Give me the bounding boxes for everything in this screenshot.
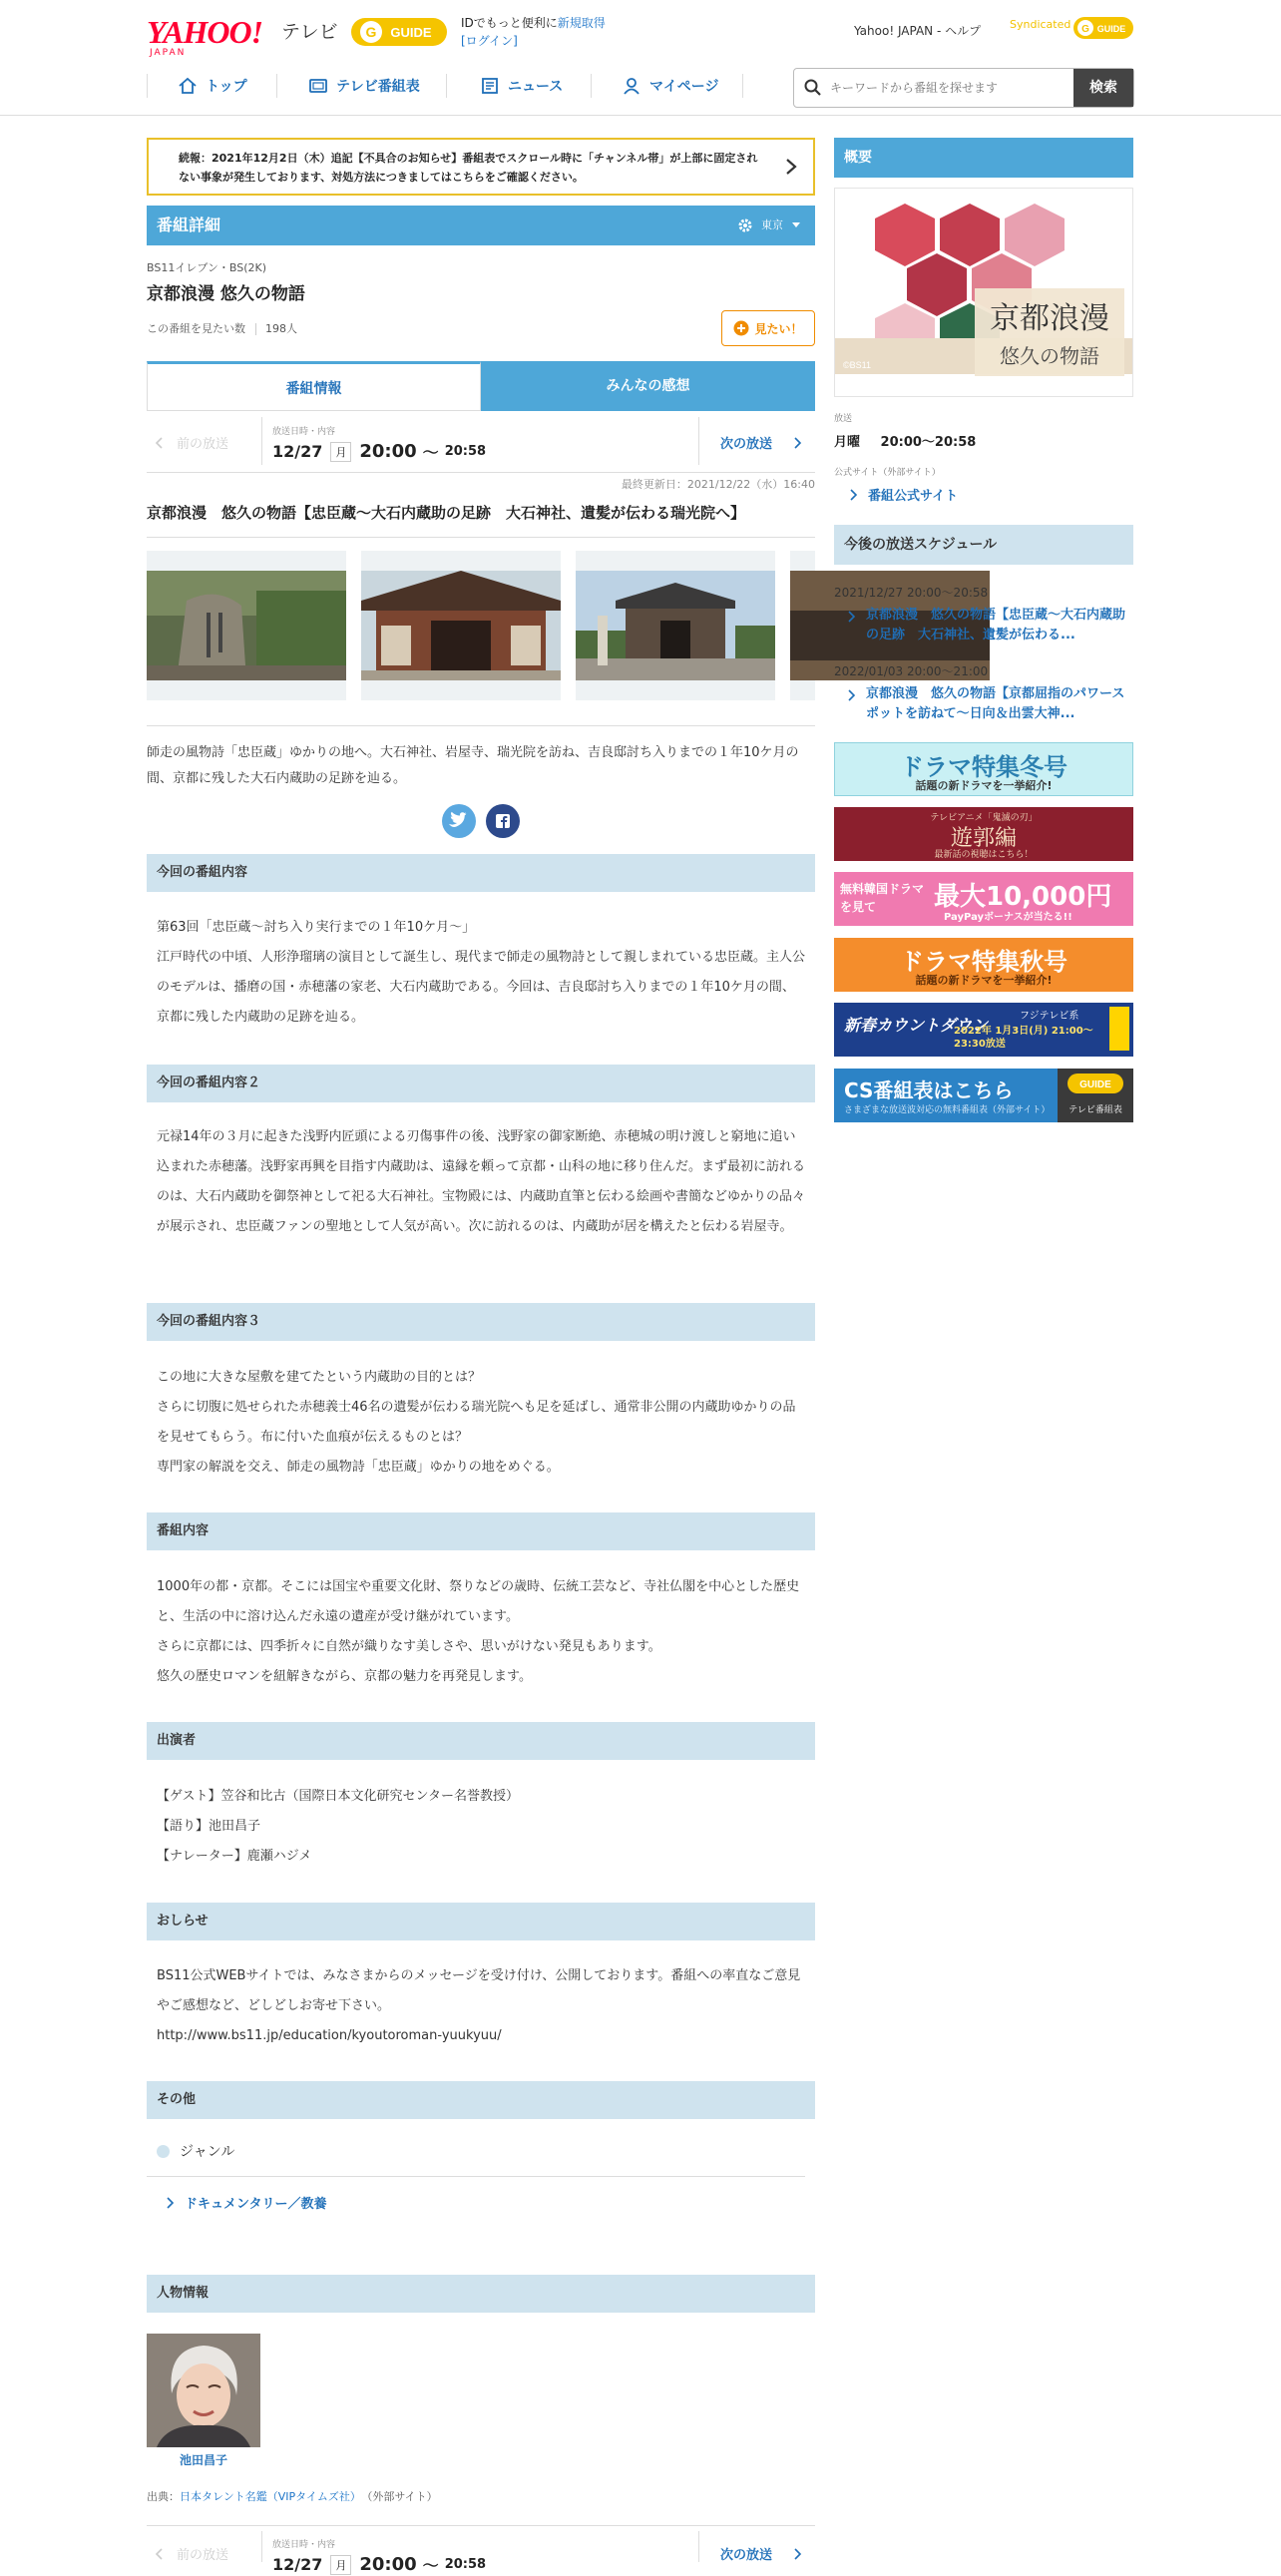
next-broadcast-label: 次の放送 [720, 437, 773, 452]
facebook-share-button[interactable] [486, 804, 520, 838]
chevron-right-icon [785, 158, 797, 176]
broadcast-divider [261, 2531, 262, 2562]
syndicated-text: Syndicated [1010, 18, 1071, 31]
broadcast-tilde: 〜 [422, 2556, 439, 2575]
broadcast-start: 20:00 [359, 441, 417, 462]
region-label: 東京 [761, 218, 783, 231]
svg-text:G: G [365, 24, 377, 40]
broadcast-label-bottom: 放送日時・内容 [272, 2540, 336, 2550]
cs-sub: さまざまな放送波対応の無料番組表（外部サイト） [844, 1105, 1051, 1115]
header-links [854, 22, 981, 39]
nav-divider [742, 74, 743, 98]
section-header: 今回の番組内容 [147, 854, 815, 892]
kimetsu-title: 遊郭編 [950, 826, 1017, 851]
fuji-date: 2022年 1月3日(月) 21:00〜23:30放送 [954, 1026, 1093, 1050]
drama-autumn-sub: 話題の新ドラマを一挙紹介! [915, 974, 1053, 987]
want-to-watch-count [147, 320, 297, 336]
gear-icon [737, 217, 753, 233]
schedule-item-link[interactable]: 京都浪漫 悠久の物語【忠臣蔵〜大石内蔵助の足跡 大石神社、遺髪が伝わる... [866, 608, 1126, 643]
want-count: 198人 [265, 322, 297, 335]
broadcast-slot [834, 431, 976, 450]
broadcast-datetime-bottom [272, 2553, 486, 2576]
chevron-right-icon [794, 437, 802, 449]
tab-impressions[interactable]: みんなの感想 [481, 361, 815, 411]
drama-autumn-title: ドラマ特集秋号 [900, 948, 1068, 976]
broadcast-end: 20:58 [444, 444, 487, 459]
broadcast-tilde: 〜 [422, 443, 439, 462]
nav-tv-listings-label: テレビ番組表 [336, 79, 420, 95]
next-broadcast-button[interactable] [720, 433, 802, 452]
chevron-left-icon [155, 2548, 163, 2560]
tv-icon [308, 76, 328, 96]
drama-autumn-banner[interactable] [834, 938, 1133, 992]
cs-tag: テレビ番組表 [1068, 1105, 1122, 1115]
nav-tv-listings[interactable] [308, 66, 420, 106]
region-selector[interactable] [737, 206, 801, 245]
korean-drama-banner[interactable] [834, 872, 1133, 926]
fuji-channel: フジテレビ系 [1020, 1011, 1079, 1022]
thumbnails-divider [147, 725, 815, 726]
genre-link-label: ドキュメンタリー／教養 [185, 2197, 327, 2212]
gguide-small-logo[interactable] [1073, 14, 1133, 42]
register-link[interactable]: 新規取得 [557, 16, 606, 30]
kimetsu-sub: 最新話の視聴はこちら！ [934, 850, 1034, 860]
schedule-when: 2021/12/27 20:00～20:58 [834, 586, 989, 600]
broadcast-label-side: 放送 [834, 414, 853, 424]
home-icon [178, 76, 198, 96]
gguide-logo [1058, 1069, 1133, 1098]
broadcast-divider [698, 417, 699, 465]
site-header [0, 0, 1281, 116]
fuji-badge [1109, 1007, 1129, 1051]
broadcast-date: 12/27 [272, 2555, 323, 2574]
official-site-link-label: 番組公式サイト [868, 489, 959, 504]
episode-thumbnail[interactable] [790, 551, 815, 700]
next-broadcast-button-bottom[interactable] [720, 2544, 802, 2563]
want-divider [255, 323, 256, 335]
program-detail-title: 番組詳細 [157, 215, 221, 234]
program-detail-header [147, 206, 815, 245]
twitter-share-button[interactable] [442, 804, 476, 838]
bottom-nav-divider [147, 2525, 815, 2526]
schedule-when: 2022/01/03 20:00～21:00 [834, 664, 989, 678]
section-body: 1000年の都・京都。そこには国宝や重要文化財、祭りなどの歳時、伝統工芸など、寺社仏閣を中心とした歴史と、生活の中に溶け込んだ永遠の遺産が受け継がれています。 さらに京都には、四季折々に自然が織りなす美しさや、思いがけない発見もあります。 悠久の歴史ロマンを紐解きながら、京都の魅力を再発見します。 [157, 1579, 800, 1684]
yahoo-logo[interactable]: YAHOO! [147, 14, 263, 50]
tab-program-info[interactable]: 番組情報 [147, 361, 481, 411]
section-header: 人物情報 [147, 2275, 815, 2313]
broadcast-datetime [272, 440, 486, 463]
program-summary: 師走の風物詩「忠臣蔵」ゆかりの地へ。大石神社、岩屋寺、瑞光院を訪ね、吉良邸討ち入りまでの１年10ケ月の間、京都に残した大石内蔵助の足跡を辿る。 [147, 745, 799, 786]
prev-broadcast-label: 前の放送 [177, 2548, 229, 2563]
section-header: 今回の番組内容３ [147, 1303, 815, 1341]
chevron-right-icon [848, 689, 856, 701]
section-body: 【ゲスト】笠谷和比古（国際日本文化研究センター名誉教授） 【語り】池田昌子 【ナレーター】鹿瀬ハジメ [157, 1789, 519, 1864]
korean-drama-amount: 最大10,000円 [934, 882, 1112, 912]
key-visual-title: 京都浪漫 [990, 301, 1109, 336]
nav-divider [591, 74, 592, 98]
nav-top[interactable] [178, 66, 247, 106]
episode-divider [147, 537, 815, 538]
cs-title: CS番組表はこちら [844, 1078, 1014, 1102]
nav-mypage-label: マイページ [649, 79, 719, 95]
section-header: その他 [147, 2081, 815, 2119]
svg-text:GUIDE: GUIDE [1096, 24, 1126, 34]
nav-mypage[interactable] [622, 66, 718, 106]
key-visual-art [835, 189, 1132, 396]
shrine-gate-image [361, 571, 561, 680]
search-icon [804, 79, 822, 97]
section-header: 番組内容 [147, 1512, 815, 1550]
search-input[interactable] [830, 69, 1050, 107]
want-to-watch-button[interactable] [721, 310, 815, 346]
notice-banner[interactable] [147, 138, 815, 196]
episode-thumbnail[interactable] [576, 551, 775, 700]
stone-monument-image [147, 571, 346, 680]
plus-circle-icon [733, 320, 749, 336]
kimetsu-top: テレビアニメ「鬼滅の刃」 [930, 813, 1038, 823]
chevron-right-icon [794, 2548, 802, 2560]
people-source [147, 2488, 438, 2504]
section-body: 第63回「忠臣蔵〜討ち入り実行までの１年10ケ月〜」 江戸時代の中頃、人形浄瑠璃の演目として誕生し、現代まで師走の風物詩として親しまれている忠臣蔵。主人公のモデルは、播磨の国・赤穂藩の家老、大石内蔵助である。今回は、吉良邸討ち入りまでの１年10ケ月の間、京都に残した内蔵助の足跡を辿る。 [157, 920, 806, 1025]
korean-drama-sub: PayPayボーナスが当たる!! [944, 912, 1072, 923]
source-prefix: 出典： [147, 2490, 180, 2503]
drama-winter-sub: 話題の新ドラマを一挙紹介! [915, 779, 1053, 792]
drama-winter-banner[interactable] [834, 742, 1133, 796]
official-site-link[interactable] [850, 485, 958, 504]
news-icon [480, 76, 500, 96]
temple-gate-image [576, 571, 775, 680]
korean-drama-text: 無料韓国ドラマを見て [840, 882, 925, 914]
episode-thumbnail[interactable] [147, 551, 346, 700]
nav-top-label: トップ [206, 79, 247, 95]
last-updated: 最終更新日：2021/12/22（水）16:40 [621, 478, 815, 491]
chevron-left-icon [155, 437, 163, 449]
svg-text:GUIDE: GUIDE [1079, 1079, 1111, 1090]
channel-name: BS11イレブン・BS(2K) [147, 261, 267, 274]
kimetsu-banner[interactable] [834, 807, 1133, 861]
schedule-header: 今後の放送スケジュール [834, 525, 1133, 565]
section-body: BS11公式WEBサイトでは、みなさまからのメッセージを受け付け、公開しております。番組への率直なご意見やご感想など、どしどしお寄せ下さい。 http://www.bs11.jp/education/kyoutoroman-yuukyuu/ [157, 1968, 801, 2043]
user-icon [622, 76, 641, 96]
person-photo[interactable] [147, 2334, 260, 2447]
broadcast-dow: 月 [330, 442, 351, 462]
login-link[interactable]: [ログイン] [461, 34, 518, 48]
genre-label: ジャンル [180, 2144, 235, 2160]
twitter-icon [442, 804, 476, 838]
genre-row [157, 2141, 234, 2161]
schedule-item-link[interactable]: 京都浪漫 悠久の物語【京都屈指のパワースポットを訪ねて〜日向＆出雲大神... [866, 686, 1125, 721]
prev-broadcast-button[interactable] [155, 433, 228, 452]
nav-divider [147, 74, 148, 98]
broadcast-divider [698, 2531, 699, 2562]
chevron-right-icon [850, 489, 858, 501]
chevron-right-icon [848, 611, 856, 623]
person-name-link[interactable]: 池田昌子 [179, 2453, 227, 2467]
broadcast-time: 20:00～20:58 [880, 435, 977, 450]
cs-gguide-box [1058, 1069, 1133, 1122]
broadcast-divider [261, 417, 262, 465]
drama-winter-title: ドラマ特集冬号 [900, 753, 1068, 781]
notice-text: 続報：2021年12月2日（木）追記【不具合のお知らせ】番組表でスクロール時に「チャンネル帯」が上部に固定されない事象が発生しております、対処方法につきましてはこちらをご確認ください。 [179, 152, 758, 184]
want-label: この番組を見たい数 [147, 322, 245, 335]
source-link[interactable]: 日本タレント名鑑（VIPタイムズ社） [180, 2490, 361, 2503]
genre-link[interactable] [167, 2193, 326, 2212]
section-header: 今回の番組内容２ [147, 1065, 815, 1102]
cs-listings-banner[interactable] [834, 1069, 1133, 1122]
tv-logo-text[interactable]: テレビ [281, 21, 338, 43]
broadcast-start: 20:00 [359, 2554, 417, 2575]
broadcast-day: 月曜 [834, 435, 861, 450]
syndicated-label [1010, 18, 1070, 31]
key-visual-credit: ©BS11 [843, 360, 871, 370]
want-button-label: 見たい！ [754, 321, 803, 336]
broadcast-end: 20:58 [444, 2557, 487, 2572]
caret-down-icon [791, 221, 801, 229]
section-body: 元禄14年の３月に起きた浅野内匠頭による刃傷事件の後、浅野家の御家断絶、赤穂城の明け渡しと窮地に追い込まれた赤穂藩。浅野家再興を目指す内蔵助は、遠縁を頼って京都・山科の地に移り住んだ。まず最初に訪れるのは、大石内蔵助を御祭神として祀る大石神社。宝物殿には、内蔵助直筆と伝わる絵画や書簡などゆかりの品々が展示され、忠臣蔵ファンの聖地として人気が高い。次に訪れるのは、内蔵助が居を構えたと伝わる岩屋寺。 [157, 1129, 806, 1234]
prev-broadcast-label: 前の放送 [177, 437, 229, 452]
chevron-right-icon [167, 2197, 175, 2209]
broadcast-label: 放送日時・内容 [272, 427, 336, 437]
broadcast-dow: 月 [330, 2555, 351, 2575]
login-prompt-text: IDでもっと便利に [461, 16, 558, 30]
nav-divider [276, 74, 277, 98]
section-header: 出演者 [147, 1722, 815, 1760]
section-header: おしらせ [147, 1903, 815, 1940]
nav-news[interactable] [480, 66, 563, 106]
program-title: 京都浪漫 悠久の物語 [147, 284, 305, 304]
yahoo-japan-link[interactable]: Yahoo! JAPAN [854, 24, 934, 38]
overview-header: 概要 [834, 138, 1133, 178]
login-prompt [461, 14, 606, 50]
search-button[interactable]: 検索 [1073, 69, 1133, 107]
next-broadcast-label: 次の放送 [720, 2548, 773, 2563]
official-site-label: 公式サイト（外部サイト） [834, 468, 941, 478]
fuji-tv-banner[interactable] [834, 1003, 1133, 1057]
search-box [793, 68, 1134, 108]
svg-text:GUIDE: GUIDE [390, 25, 432, 40]
facebook-icon [486, 804, 520, 838]
prev-broadcast-button-bottom[interactable] [155, 2544, 228, 2563]
svg-text:G: G [1081, 24, 1089, 35]
yahoo-logo-sub: JAPAN [150, 48, 187, 58]
key-visual-subtitle: 悠久の物語 [1000, 344, 1099, 368]
genre-divider [147, 2176, 805, 2177]
genre-bullet-icon [157, 2145, 170, 2158]
header-link-separator: - [936, 24, 946, 38]
broadcast-date: 12/27 [272, 442, 323, 461]
episode-thumbnail[interactable] [361, 551, 561, 700]
section-body: この地に大きな屋敷を建てたという内蔵助の目的とは？ さらに切腹に処せられた赤穂義士46名の遺髪が伝わる瑞光院へも足を延ばし、通常非公開の内蔵助ゆかりの品を見せてもらう。布に付いた血痕が伝えるものとは？ 専門家の解説を交え、師走の風物詩「忠臣蔵」ゆかりの地をめぐる。 [157, 1370, 796, 1475]
program-key-visual [834, 188, 1133, 397]
source-suffix: （外部サイト） [366, 2490, 438, 2503]
nav-news-label: ニュース [508, 79, 564, 95]
episode-title: 京都浪漫 悠久の物語【忠臣蔵〜大石内蔵助の足跡 大石神社、遺髪が伝わる瑞光院へ】 [147, 504, 746, 522]
fuji-title: 新春カウントダウン [844, 1016, 989, 1035]
help-link[interactable]: ヘルプ [945, 24, 982, 38]
gguide-logo[interactable] [351, 14, 447, 50]
nav-divider [446, 74, 447, 98]
